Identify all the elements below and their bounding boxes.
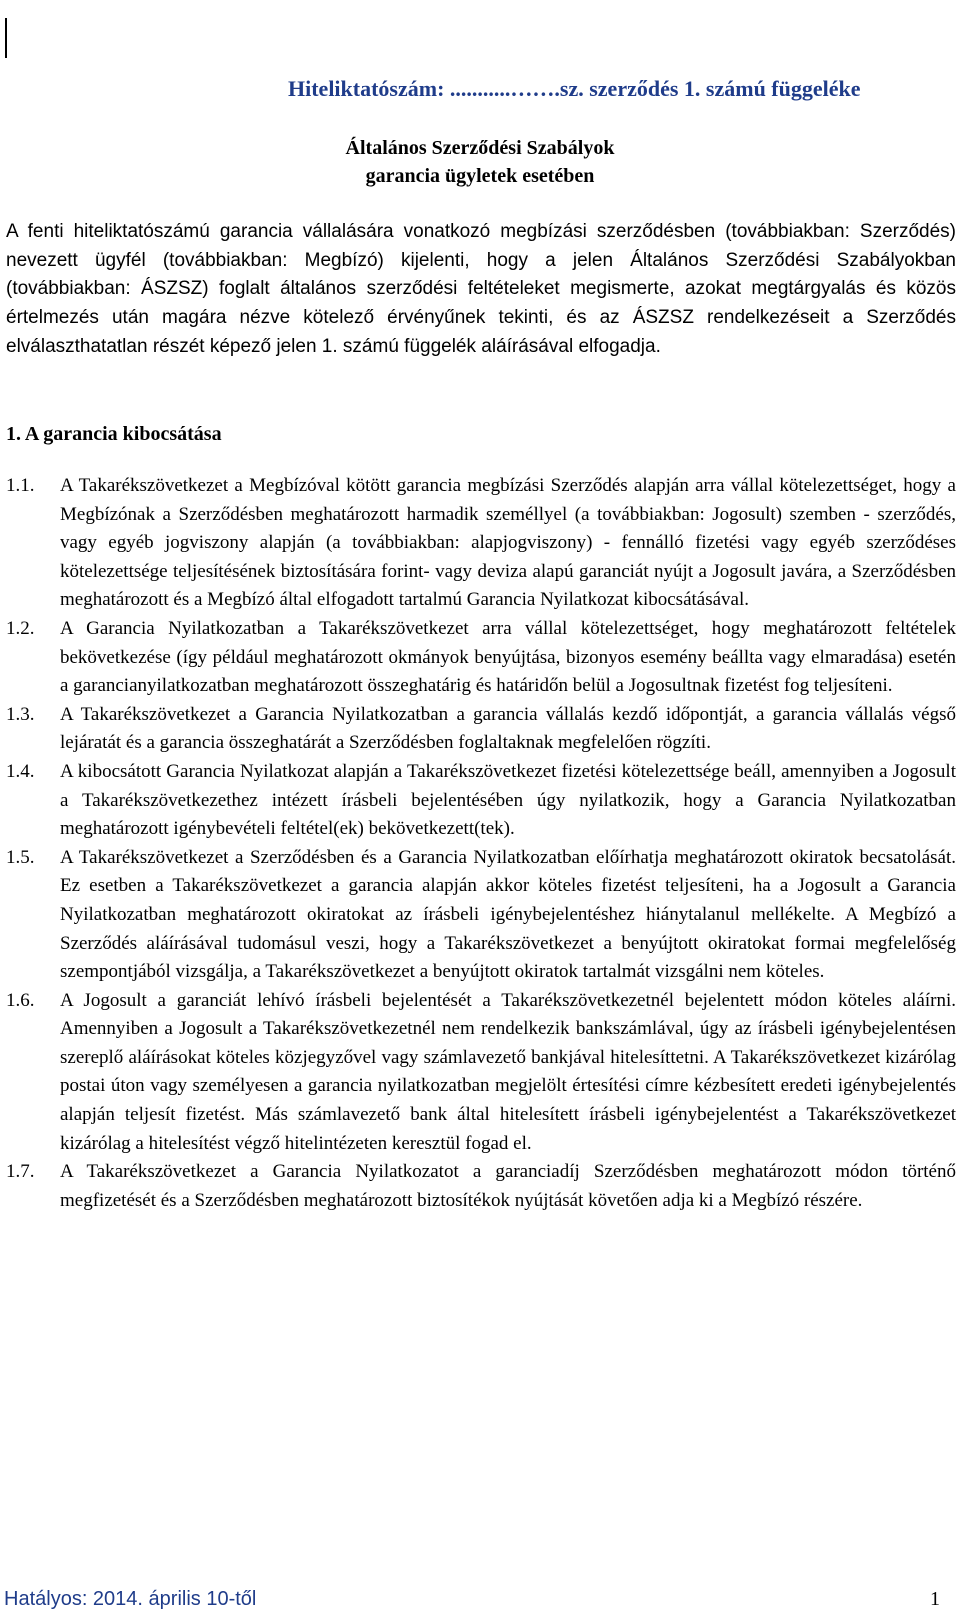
effective-date: Hatályos: 2014. április 10-től [4, 1588, 257, 1610]
clause-text: A Takarékszövetkezet a Szerződésben és a Garancia Nyilatkozatban előírhatja meghatározott okiratok becsatolását. Ez esetben a Takarékszövetkezet a garancia alapján akkor köteles fizetést teljesíteni, ha a Jogosult a Garancia Nyilatkozatban meghatározott okiratokat az írásbeli igénybejelentéshez hiánytalanul mellékelte. A Megbízó a Szerződés aláírásával tudomásul veszi, hogy a Takarékszövetkezet a benyújtott okiratokat formai megfelelőség szempontjából vizsgálja, a Takarékszövetkezet a benyújtott okiratok tartalmát vizsgálni nem köteles. [60, 846, 956, 983]
clause-number: 1.2. [6, 617, 35, 639]
clause-text: A Garancia Nyilatkozatban a Takarékszövetkezet arra vállal kötelezettséget, hogy meghatározott feltételek bekövetkezése (így például meghatározott okmányok benyújtása, bizonyos esemény beállta vagy elmaradása) esetén a garancianyilatkozatban meghatározott összeghatárig és határidőn belül a Jogosultnak fizetést fog teljesíteni. [60, 617, 956, 697]
document-title: Hiteliktatószám: ...........…….sz. szerződés 1. számú függeléke [288, 76, 861, 101]
clause-text: A kibocsátott Garancia Nyilatkozat alapján a Takarékszövetkezet fizetési kötelezettsége beáll, amennyiben a Jogosult a Takarékszövetkezethez intézett írásbeli bejelentésében úgy nyilatkozik, hogy a Garancia Nyilatkozatban meghatározott igénybevételi feltétel(ek) bekövetkezett(tek). [60, 760, 956, 840]
page-number: 1 [930, 1588, 940, 1610]
clause-number: 1.5. [6, 846, 35, 868]
clause-1-2 [6, 615, 956, 701]
clause-1-6 [6, 987, 956, 1159]
clause-1-7 [6, 1158, 956, 1215]
margin-bar [5, 18, 7, 58]
clause-list [6, 472, 956, 1215]
clause-number: 1.4. [6, 760, 35, 782]
clause-number: 1.1. [6, 475, 35, 496]
clause-1-4 [6, 758, 956, 844]
clause-text: A Takarékszövetkezet a Megbízóval kötött garancia megbízási Szerződés alapján arra vállal kötelezettséget, hogy a Megbízónak a Szerződésben meghatározott harmadik személlyel (a továbbiakban: Jogosult) szemben - szerződés, vagy egyéb jogviszony alapján (a továbbiakban: alapjogviszony) - fennálló fizetési vagy egyéb szerződéses kötelezettsége teljesítésének biztosítására forint- vagy deviza alapú garanciát nyújt a Jogosult javára, a Szerződésben meghatározott és a Megbízó által elfogadott tartalmú Garancia Nyilatkozat kibocsátásával. [60, 475, 956, 611]
clause-text: A Takarékszövetkezet a Garancia Nyilatkozatban a garancia vállalás kezdő időpontját, a garancia vállalás végső lejáratát és a garancia összeghatárát a Szerződésben foglaltaknak megfelelően rögzíti. [60, 703, 956, 754]
clause-number: 1.7. [6, 1161, 35, 1183]
clause-text: A Takarékszövetkezet a Garancia Nyilatkozatot a garanciadíj Szerződésben meghatározott módon történő megfizetését és a Szerződésben meghatározott biztosítékok nyújtását követően adja ki a Megbízó részére. [60, 1161, 956, 1211]
clause-1-3 [6, 701, 956, 758]
section-title: 1. A garancia kibocsátása [6, 423, 222, 445]
clause-1-5 [6, 844, 956, 987]
clause-number: 1.6. [6, 989, 35, 1011]
clause-1-1 [6, 472, 956, 615]
rules-heading: Általános Szerződési Szabályok [345, 137, 615, 159]
intro-paragraph: A fenti hiteliktatószámú garancia vállalására vonatkozó megbízási szerződésben (továbbiakban: Szerződés) nevezett ügyfél (továbbiakban: Megbízó) kijelenti, hogy a jelen Általános Szerződési Szabályokban (továbbiakban: ÁSZSZ) foglalt általános szerződési feltételeket megismerte, azokat megtárgyalás és közös értelmezés után magára nézve kötelező érvényűnek tekinti, és az ÁSZSZ rendelkezéseit a Szerződés elválaszthatatlan részét képező jelen 1. számú függelék aláírásával elfogadja. [6, 221, 956, 357]
clause-text: A Jogosult a garanciát lehívó írásbeli bejelentését a Takarékszövetkezetnél bejelentett módon köteles aláírni. Amennyiben a Jogosult a Takarékszövetkezetnél nem rendelkezik bankszámlával, úgy az írásbeli igénybejelentésen szereplő aláírásokat köteles közjegyzővel vagy számlavezető bankjával hitelesíttetni. A Takarékszövetkezet kizárólag postai úton vagy személyesen a garancia nyilatkozatban megjelölt értesítési címre kézbesített eredeti igénybejelentés alapján teljesít fizetést. Más számlavezető bank által hitelesített írásbeli igénybejelentést a Takarékszövetkezet kizárólag a hitelesítést végző hitelintézeten keresztül fogad el. [60, 989, 956, 1154]
clause-number: 1.3. [6, 703, 35, 725]
rules-subheading: garancia ügyletek esetében [365, 165, 595, 187]
